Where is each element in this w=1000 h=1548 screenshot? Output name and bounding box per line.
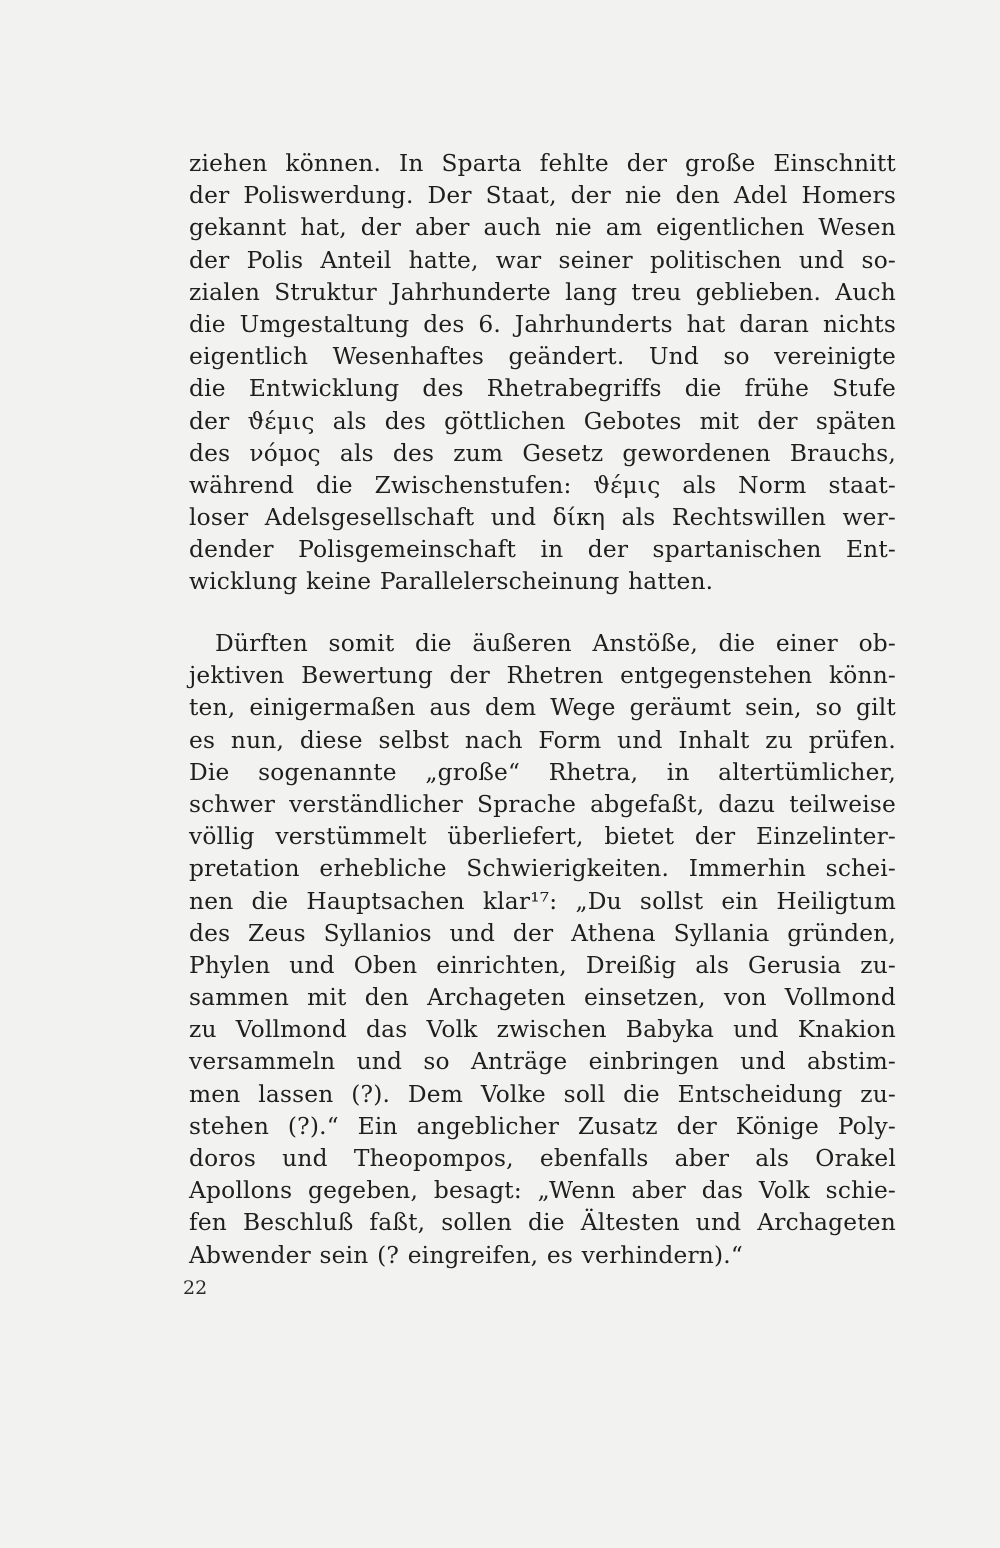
text-line: schwer verständlicher Sprache abgefaßt, dazu teilweise: [189, 790, 896, 818]
text-line: wicklung keine Parallelerscheinung hatten.: [189, 568, 714, 596]
text-line: Die sogenannte „große“ Rhetra, in altertümlicher,: [189, 758, 896, 786]
text-line: jektiven Bewertung der Rhetren entgegenstehen könn-: [189, 662, 896, 690]
text-line: Dürften somit die äußeren Anstöße, die einer ob-: [215, 630, 896, 657]
text-line: Abwender sein (? eingreifen, es verhindern).“: [189, 1241, 743, 1269]
paragraph-2: [189, 628, 896, 1272]
text-line: während die Zwischenstufen: ϑέμις als Norm staat-: [189, 471, 896, 499]
text-line: Phylen und Oben einrichten, Dreißig als Gerusia zu-: [189, 951, 896, 979]
text-line: eigentlich Wesenhaftes geändert. Und so vereinigte: [189, 343, 896, 371]
text-line: sammen mit den Archageten einsetzen, von Vollmond: [189, 984, 896, 1012]
text-line: fen Beschluß faßt, sollen die Ältesten und Archageten: [189, 1209, 896, 1237]
text-line: loser Adelsgesellschaft und δίκη als Rechtswillen wer-: [189, 504, 896, 532]
text-line: men lassen (?). Dem Volke soll die Entscheidung zu-: [189, 1080, 896, 1108]
text-line: der Poliswerdung. Der Staat, der nie den Adel Homers: [189, 182, 896, 210]
paragraph-1: [189, 148, 896, 599]
text-line: versammeln und so Anträge einbringen und abstim-: [189, 1048, 896, 1076]
text-line: stehen (?).“ Ein angeblicher Zusatz der Könige Poly-: [189, 1112, 896, 1140]
page-number: 22: [183, 1277, 208, 1299]
text-line: ten, einigermaßen aus dem Wege geräumt sein, so gilt: [189, 694, 896, 722]
text-line: die Entwicklung des Rhetrabegriffs die frühe Stufe: [189, 375, 896, 403]
text-line: des Zeus Syllanios und der Athena Syllania gründen,: [189, 919, 896, 947]
text-line: es nun, diese selbst nach Form und Inhalt zu prüfen.: [189, 726, 896, 754]
text-line: nen die Hauptsachen klar¹⁷: „Du sollst ein Heiligtum: [189, 887, 896, 915]
text-line: des νόμος als des zum Gesetz gewordenen Brauchs,: [189, 439, 896, 467]
text-line: doros und Theopompos, ebenfalls aber als Orakel: [189, 1145, 896, 1172]
text-line: der ϑέμις als des göttlichen Gebotes mit der späten: [189, 407, 896, 435]
text-line: ziehen können. In Sparta fehlte der große Einschnitt: [189, 150, 896, 177]
text-line: Apollons gegeben, besagt: „Wenn aber das Volk schie-: [189, 1177, 896, 1205]
text-line: der Polis Anteil hatte, war seiner politischen und so-: [189, 246, 896, 274]
text-line: zu Vollmond das Volk zwischen Babyka und Knakion: [189, 1016, 896, 1044]
text-line: die Umgestaltung des 6. Jahrhunderts hat daran nichts: [189, 310, 896, 338]
text-line: zialen Struktur Jahrhunderte lang treu geblieben. Auch: [189, 278, 896, 306]
text-line: völlig verstümmelt überliefert, bietet der Einzelinter-: [189, 823, 896, 851]
text-line: pretation erhebliche Schwierigkeiten. Immerhin schei-: [189, 855, 896, 883]
text-line: dender Polisgemeinschaft in der spartanischen Ent-: [189, 536, 896, 564]
text-line: gekannt hat, der aber auch nie am eigentlichen Wesen: [189, 214, 896, 242]
